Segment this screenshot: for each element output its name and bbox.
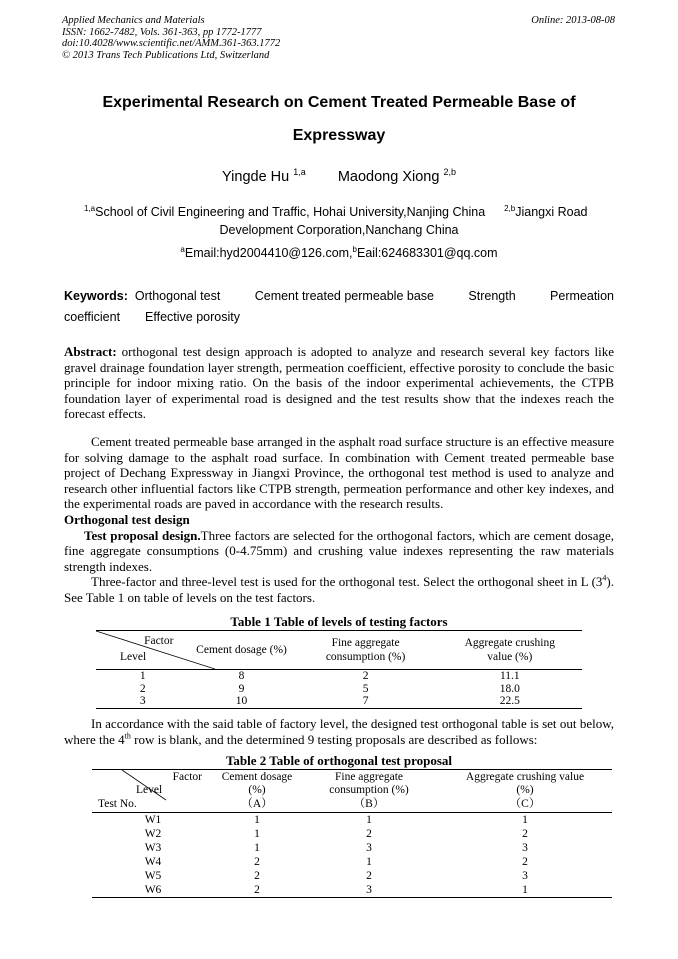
table-row [92,827,612,841]
section-heading: Orthogonal test design [64,512,190,527]
table2-cell: 3 [522,869,528,882]
author-1-sup: 1,a [293,167,306,178]
keyword-5: Effective porosity [145,310,240,324]
author-2-sup: 2,b [443,167,456,178]
paper-title-line2: Expressway [292,127,386,144]
abstract-text: orthogonal test design approach is adopted to analyze and research several key factors like gravel drainage foundation layer strength, permeation coefficient, effective porosity to conclude the basic principle for indoor mixing ratio. On the basis of the indoor experimental achievements, the CTPB foundation layer of experimental road is designed and the test results show that the indexes reach the forecast effects. [64,344,615,422]
keyword-1: Orthogonal test [134,289,221,303]
table2-cell: 2 [366,827,372,840]
author-2: Maodong Xiong [337,169,440,185]
para4-b: row is blank, and the determined 9 testing proposals are described as follows: [130,731,538,747]
table1-cell: 18.0 [499,682,520,695]
keyword-4: Permeation [550,289,614,303]
journal-name: Applied Mechanics and Materials [62,15,205,26]
abstract [64,344,614,422]
table1-cell: 9 [238,682,245,695]
table1-cell: 22.5 [499,695,520,707]
table2-cell: 3 [366,883,372,896]
table1-corner [96,631,189,670]
affiliation-2-sup: 2,b [504,203,516,213]
table2-header-b-2: consumption (%) [329,784,409,797]
table2-cell: W4 [144,855,162,868]
table2-cell: 1 [522,813,528,826]
table-row [92,883,612,898]
table2-header-b-1: Fine aggregate [334,770,403,783]
keyword-2: Cement treated permeable base [254,289,434,303]
table2-cell: 3 [366,841,372,854]
table2-corner [92,770,214,813]
table2-header-a-1: Cement dosage [221,770,293,783]
keywords-block [64,286,614,328]
table2-corner-level: Level [136,784,163,796]
table2-header-c-2: (%) [516,784,534,797]
table2-cell: 1 [366,813,372,826]
journal-header [62,15,280,61]
table2-header-a-3: （A） [241,797,273,810]
table1-cell: 3 [139,695,146,707]
table2-cell: 2 [254,883,260,896]
affiliation-2a: Jiangxi Road [515,205,588,219]
email-b-sup: b [352,244,357,254]
table1-cell: 2 [362,670,369,682]
section-block [64,512,614,606]
keyword-3: Strength [468,289,516,303]
table1-cell: 8 [238,670,245,682]
table2-header-b [300,770,438,813]
table2-cell: 3 [522,841,528,854]
table1-cell: 1 [139,670,146,682]
table1-caption: Table 1 Table of levels of testing factors [230,614,448,629]
para-after-table1 [64,716,614,747]
table2-corner-factor: Factor [172,771,202,783]
keywords-label: Keywords: [64,289,128,303]
table2-cell: 2 [522,855,528,868]
table2-cell: 2 [522,827,528,840]
para-orthogonal-a: Three-factor and three-level test is used for the orthogonal test. Select the orthogonal sheet in L (3 [91,574,603,590]
table1 [96,630,582,709]
email-line [0,244,678,262]
table2-cell: W1 [144,813,162,826]
table2-header-c-3: （C） [509,797,541,810]
table2-corner-testno: Test No. [98,798,137,810]
table2-header-c [438,770,612,813]
table-row [92,855,612,869]
table1-header-2: Fine aggregate consumption (%) [325,637,406,663]
affiliation-2b: Development Corporation,Nanchang China [219,223,459,237]
author-list [0,169,678,185]
table-row [92,813,612,828]
email-a: Email:hyd2004410@126.com, [184,246,353,260]
table1-cell: 7 [362,695,369,707]
table2-cell: 1 [254,841,260,854]
table2-header-a-2: (%) [248,784,266,797]
table2-cell: 1 [254,813,260,826]
table2-cell: 2 [254,869,260,882]
para-orthogonal [64,574,614,605]
table-row [92,841,612,855]
email-a-sup: a [180,244,185,254]
author-1: Yingde Hu [222,169,290,185]
table2-cell: W5 [144,869,162,882]
table1-cell: 11.1 [499,670,520,682]
table2-cell: 1 [522,883,528,896]
table2-cell: 2 [254,855,260,868]
table1-cell: 10 [235,695,248,707]
para4-a: In accordance with the said table of factory level, the designed test orthogonal table is set out below, where the 4 [64,716,614,747]
table2-cell: W3 [144,841,162,854]
table2-header-b-3: （B） [353,797,385,810]
table-row [92,869,612,883]
table2-cell: 2 [366,869,372,882]
table2-cell: 1 [366,855,372,868]
copyright-line: © 2013 Trans Tech Publications Ltd, Switzerland [62,49,270,61]
subsection-text: Three factors are selected for the orthogonal factors, which are cement dosage, fine aggregate consumptions (0-4.75mm) and crushing value indexes representing the raw materials strength indexes. [64,527,615,574]
intro-paragraph [64,434,614,512]
table-row [96,683,582,696]
table1-header-1: Cement dosage (%) [196,644,287,656]
para-orthogonal-b: ). See Table 1 on table of levels on the test factors. [64,574,614,605]
doi-line: doi:10.4028/www.scientific.net/AMM.361-363.1772 [62,38,281,49]
table2-cell: W6 [144,883,162,896]
subsection-label: Test proposal design. [84,527,201,543]
table2 [92,769,612,898]
table-row [96,670,582,683]
table1-header-3: Aggregate crushing value (%) [464,637,555,663]
table2-caption: Table 2 Table of orthogonal test proposal [225,753,453,768]
affiliation-1: School of Civil Engineering and Traffic, Hohai University,Nanjing China [95,205,486,219]
para-orthogonal-sup: 4 [602,574,607,584]
table2-cell: 1 [254,827,260,840]
online-date: Online: 2013-08-08 [531,15,615,26]
table2-header-a [214,770,300,813]
keyword-4b: coefficient [64,310,121,324]
table-row [96,695,582,708]
issn-line: ISSN: 1662-7482, Vols. 361-363, pp 1772-1777 [62,26,262,38]
intro-text: Cement treated permeable base arranged in the asphalt road surface structure is an effective measure for solving damage to the asphalt road surface. In combination with Cement treated permeable base project of Dechang Expressway in Jiangxi Province, the orthogonal test method is used to analyze and research other influential factors like CTPB strength, permeation performance and other key indexes, and the experimental roads are paved in accordance with the research results. [64,434,614,512]
paper-title-line1: Experimental Research on Cement Treated Permeable Base of [102,94,576,111]
table2-header-c-1: Aggregate crushing value [465,770,585,783]
email-b: Eail:624683301@qq.com [356,246,498,260]
affiliation-1-sup: 1,a [84,203,96,213]
para4-sup: th [124,731,131,741]
table1-cell: 2 [139,682,146,695]
table1-corner-level: Level [120,651,147,663]
affiliation-line1 [84,203,588,221]
table1-corner-factor: Factor [144,635,174,647]
abstract-label: Abstract: [64,344,117,359]
table2-cell: W2 [144,827,162,840]
table1-cell: 5 [362,682,369,695]
